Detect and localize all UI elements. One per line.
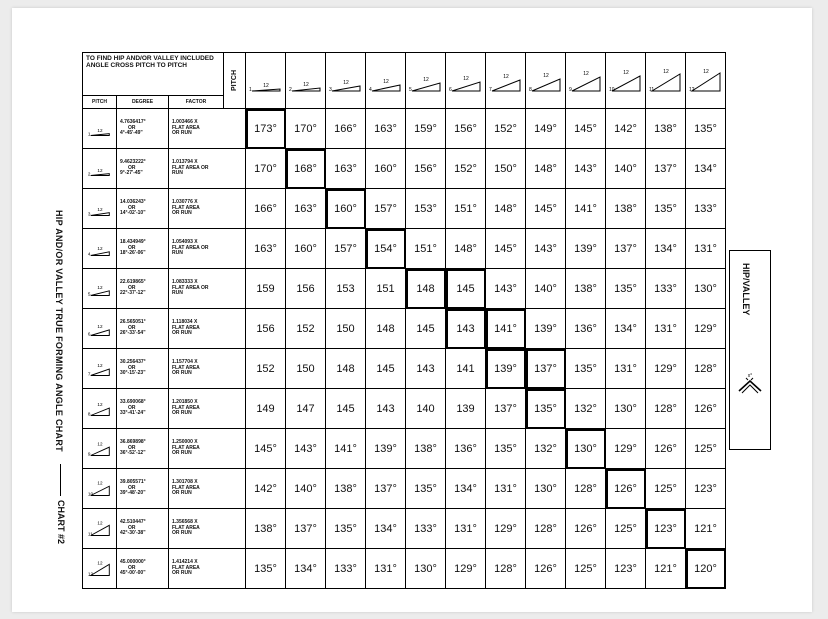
row-degree: 9.4623222° OR 9°-27'-45" xyxy=(117,149,169,189)
angle-cell: 160° xyxy=(286,229,326,269)
angle-cell: 135° xyxy=(326,509,366,549)
angle-cell: 138° xyxy=(406,429,446,469)
pitch-8-triangle-icon xyxy=(528,67,564,95)
pitch-label: 12 xyxy=(87,571,93,576)
forming-angle-table xyxy=(82,52,726,589)
rise-label: 12 xyxy=(382,78,389,85)
angle-cell: 128° xyxy=(566,469,606,509)
rise-label: 12 xyxy=(96,167,103,173)
row-degree: 42.510447° OR 42°-30'-38" xyxy=(117,509,169,549)
angle-cell: 140 xyxy=(406,389,446,429)
column-pitch-10 xyxy=(606,53,646,109)
row-degree: 36.869898° OR 36°-52'-12" xyxy=(117,429,169,469)
pitch-label: 10 xyxy=(87,491,93,496)
angle-cell: 140° xyxy=(526,269,566,309)
angle-cell: 143° xyxy=(286,429,326,469)
angle-cell: 148 xyxy=(406,269,446,309)
row-degree: 22.619865° OR 22°-37'-12" xyxy=(117,269,169,309)
pitch-label: 5 xyxy=(87,291,91,296)
table-row xyxy=(83,469,726,509)
angle-cell: 163° xyxy=(286,189,326,229)
angle-cell: 138° xyxy=(646,109,686,149)
pitch-label: 9 xyxy=(87,451,91,456)
row-pitch-4 xyxy=(83,229,117,269)
row-pitch-triangle-icon xyxy=(87,398,113,420)
pitch-label: 4 xyxy=(368,86,372,93)
row-pitch-triangle-icon xyxy=(87,518,113,540)
angle-cell: 149 xyxy=(246,389,286,429)
angle-cell: 154° xyxy=(366,229,406,269)
table-row xyxy=(83,229,726,269)
angle-cell: 129° xyxy=(686,309,726,349)
rise-label: 12 xyxy=(96,127,103,133)
angle-cell: 134° xyxy=(366,509,406,549)
subheader-pitch: PITCH xyxy=(83,96,117,109)
angle-cell: 135° xyxy=(526,389,566,429)
angle-cell: 151° xyxy=(446,189,486,229)
angle-cell: 134° xyxy=(686,149,726,189)
pitch-label: 7 xyxy=(488,86,492,93)
pitch-6-triangle-icon xyxy=(448,67,484,95)
angle-cell: 163° xyxy=(366,109,406,149)
angle-cell: 145 xyxy=(446,269,486,309)
angle-cell: 166° xyxy=(326,109,366,149)
subheader-degree: DEGREE xyxy=(117,96,169,109)
rise-label: 12 xyxy=(622,69,629,76)
pitch-1-triangle-icon xyxy=(248,67,284,95)
angle-cell: 130° xyxy=(606,389,646,429)
row-factor: 1.118034 X FLAT AREA OR RUN xyxy=(169,309,246,349)
valley-angle-icon xyxy=(736,369,764,399)
angle-cell: 135° xyxy=(486,429,526,469)
title-divider xyxy=(60,464,61,496)
angle-cell: 128° xyxy=(526,509,566,549)
angle-cell: 125° xyxy=(686,429,726,469)
rise-label: 12 xyxy=(96,206,103,212)
angle-cell: 145 xyxy=(366,349,406,389)
row-pitch-9 xyxy=(83,429,117,469)
angle-cell: 153° xyxy=(406,189,446,229)
angle-cell: 141° xyxy=(566,189,606,229)
column-pitch-8 xyxy=(526,53,566,109)
pitch-label: 3 xyxy=(328,86,332,93)
pitch-label: 3 xyxy=(87,211,91,216)
angle-cell: 135° xyxy=(686,109,726,149)
angle-cell: 123° xyxy=(646,509,686,549)
angle-cell: 142° xyxy=(606,109,646,149)
pitch-4-triangle-icon xyxy=(368,67,404,95)
pitch-2-triangle-icon xyxy=(288,67,324,95)
angle-cell: 145° xyxy=(246,429,286,469)
hip-valley-legend xyxy=(729,250,771,450)
angle-cell: 134° xyxy=(646,229,686,269)
angle-cell: 140° xyxy=(286,469,326,509)
row-factor: 1.301708 X FLAT AREA OR RUN xyxy=(169,469,246,509)
pitch-7-triangle-icon xyxy=(488,67,524,95)
row-degree: 14.036243° OR 14°-02'-10" xyxy=(117,189,169,229)
pitch-label: 8 xyxy=(87,411,91,416)
row-pitch-2 xyxy=(83,149,117,189)
rise-label: 12 xyxy=(96,362,103,368)
rise-label: 12 xyxy=(96,245,103,251)
angle-cell: 137° xyxy=(486,389,526,429)
angle-cell: 151 xyxy=(366,269,406,309)
rise-label: 12 xyxy=(542,72,549,79)
angle-cell: 152° xyxy=(486,109,526,149)
angle-cell: 123° xyxy=(686,469,726,509)
angle-cell: 160° xyxy=(326,189,366,229)
angle-cell: 156 xyxy=(246,309,286,349)
angle-cell: 157° xyxy=(366,189,406,229)
rise-label: 12 xyxy=(96,401,103,407)
pitch-label: 1 xyxy=(87,131,91,136)
rise-label: 12 xyxy=(582,70,589,77)
angle-cell: 170° xyxy=(286,109,326,149)
angle-cell: 126° xyxy=(526,549,566,589)
row-factor: 1.356568 X FLAT AREA OR RUN xyxy=(169,509,246,549)
table-row xyxy=(83,189,726,229)
angle-cell: 143° xyxy=(566,149,606,189)
rise-label: 12 xyxy=(96,323,103,329)
angle-cell: 137° xyxy=(366,469,406,509)
angle-cell: 132° xyxy=(526,429,566,469)
angle-cell: 132° xyxy=(566,389,606,429)
angle-cell: 135° xyxy=(606,269,646,309)
angle-cell: 156 xyxy=(286,269,326,309)
row-degree: 39.805571° OR 39°-48'-20" xyxy=(117,469,169,509)
angle-cell: 135° xyxy=(246,549,286,589)
angle-cell: 133° xyxy=(406,509,446,549)
column-pitch-6 xyxy=(446,53,486,109)
rise-label: 12 xyxy=(422,76,429,83)
angle-cell: 121° xyxy=(646,549,686,589)
row-degree: 18.434949° OR 18°-26'-06" xyxy=(117,229,169,269)
angle-cell: 126° xyxy=(606,469,646,509)
row-factor: 1.003466 X FLAT AREA OR RUN xyxy=(169,109,246,149)
hip-valley-label: HIP/VALLEY xyxy=(741,263,751,316)
angle-cell: 133° xyxy=(646,269,686,309)
angle-cell: 147 xyxy=(286,389,326,429)
angle-cell: 139° xyxy=(566,229,606,269)
row-pitch-triangle-icon xyxy=(87,318,113,340)
row-pitch-triangle-icon xyxy=(87,198,113,220)
column-pitch-3 xyxy=(326,53,366,109)
rise-label: 12 xyxy=(96,479,103,485)
pitch-label: 11 xyxy=(648,86,654,93)
row-pitch-7 xyxy=(83,349,117,389)
pitch-label: 1 xyxy=(248,86,252,93)
table-row xyxy=(83,269,726,309)
pitch-12-triangle-icon xyxy=(688,67,724,95)
angle-cell: 137° xyxy=(286,509,326,549)
table-row xyxy=(83,309,726,349)
column-pitch-4 xyxy=(366,53,406,109)
rise-label: 12 xyxy=(342,79,349,86)
row-pitch-triangle-icon xyxy=(87,118,113,140)
angle-cell: 129° xyxy=(486,509,526,549)
angle-cell: 130° xyxy=(406,549,446,589)
row-pitch-triangle-icon xyxy=(87,438,113,460)
angle-cell: 142° xyxy=(246,469,286,509)
row-pitch-10 xyxy=(83,469,117,509)
table-row xyxy=(83,429,726,469)
pitch-label: 2 xyxy=(288,86,292,93)
angle-cell: 139 xyxy=(446,389,486,429)
angle-cell: 156° xyxy=(406,149,446,189)
table-row xyxy=(83,549,726,589)
angle-cell: 152 xyxy=(246,349,286,389)
table-row xyxy=(83,149,726,189)
angle-cell: 173° xyxy=(246,109,286,149)
angle-cell: 145° xyxy=(566,109,606,149)
row-pitch-11 xyxy=(83,509,117,549)
angle-cell: 139° xyxy=(486,349,526,389)
angle-cell: 159° xyxy=(406,109,446,149)
row-factor: 1.250000 X FLAT AREA OR RUN xyxy=(169,429,246,469)
pitch-label: 9 xyxy=(568,86,572,93)
angle-cell: 133° xyxy=(686,189,726,229)
angle-cell: 148° xyxy=(446,229,486,269)
pitch-label: 12 xyxy=(688,86,695,93)
angle-cell: 150° xyxy=(486,149,526,189)
pitch-axis-label: PITCH xyxy=(224,53,246,109)
angle-cell: 150 xyxy=(286,349,326,389)
angle-cell: 145° xyxy=(526,189,566,229)
row-factor: 1.013794 X FLAT AREA OR RUN xyxy=(169,149,246,189)
row-factor: 1.054093 X FLAT AREA OR RUN xyxy=(169,229,246,269)
row-degree: 4.7636417° OR 4°-45'-49" xyxy=(117,109,169,149)
pitch-label: 6 xyxy=(448,86,452,93)
angle-cell: 148° xyxy=(486,189,526,229)
angle-cell: 125° xyxy=(646,469,686,509)
angle-cell: 143 xyxy=(366,389,406,429)
pitch-label: 2 xyxy=(87,171,91,176)
angle-cell: 126° xyxy=(646,429,686,469)
row-pitch-6 xyxy=(83,309,117,349)
row-pitch-1 xyxy=(83,109,117,149)
angle-cell: 152 xyxy=(286,309,326,349)
angle-cell: 131° xyxy=(686,229,726,269)
angle-cell: 143° xyxy=(526,229,566,269)
angle-cell: 131° xyxy=(446,509,486,549)
pitch-label: 4 xyxy=(87,251,91,256)
angle-cell: 128° xyxy=(646,389,686,429)
svg-text:x°: x° xyxy=(747,373,753,379)
pitch-label: 11 xyxy=(87,531,93,536)
angle-cell: 143 xyxy=(446,309,486,349)
angle-cell: 137° xyxy=(646,149,686,189)
angle-cell: 168° xyxy=(286,149,326,189)
rise-label: 12 xyxy=(96,284,103,290)
angle-cell: 138° xyxy=(246,509,286,549)
angle-cell: 138° xyxy=(326,469,366,509)
angle-cell: 129° xyxy=(646,349,686,389)
pitch-9-triangle-icon xyxy=(568,67,604,95)
angle-cell: 157° xyxy=(326,229,366,269)
row-degree: 33.690068° OR 33°-41'-24" xyxy=(117,389,169,429)
angle-cell: 136° xyxy=(446,429,486,469)
angle-cell: 140° xyxy=(606,149,646,189)
angle-cell: 135° xyxy=(646,189,686,229)
angle-cell: 163° xyxy=(326,149,366,189)
angle-cell: 145 xyxy=(406,309,446,349)
angle-cell: 134° xyxy=(286,549,326,589)
column-pitch-7 xyxy=(486,53,526,109)
row-degree: 30.256437° OR 30°-15'-23" xyxy=(117,349,169,389)
rise-label: 12 xyxy=(96,440,103,446)
angle-cell: 130° xyxy=(686,269,726,309)
table-row xyxy=(83,389,726,429)
angle-cell: 148° xyxy=(526,149,566,189)
row-factor: 1.030776 X FLAT AREA OR RUN xyxy=(169,189,246,229)
row-degree: 26.565051° OR 26°-33'-54" xyxy=(117,309,169,349)
angle-cell: 136° xyxy=(566,309,606,349)
angle-cell: 120° xyxy=(686,549,726,589)
row-pitch-triangle-icon xyxy=(87,158,113,180)
angle-cell: 130° xyxy=(566,429,606,469)
row-pitch-triangle-icon xyxy=(87,478,113,500)
angle-cell: 156° xyxy=(446,109,486,149)
row-factor: 1.201850 X FLAT AREA OR RUN xyxy=(169,389,246,429)
pitch-label: 8 xyxy=(528,86,532,93)
angle-cell: 134° xyxy=(606,309,646,349)
subheader-factor: FACTOR xyxy=(169,96,224,109)
angle-cell: 131° xyxy=(646,309,686,349)
row-factor: 1.414214 X FLAT AREA OR RUN xyxy=(169,549,246,589)
angle-cell: 123° xyxy=(606,549,646,589)
angle-cell: 131° xyxy=(606,349,646,389)
row-factor: 1.083333 X FLAT AREA OR RUN xyxy=(169,269,246,309)
rise-label: 12 xyxy=(462,75,469,82)
pitch-5-triangle-icon xyxy=(408,67,444,95)
angle-cell: 126° xyxy=(686,389,726,429)
angle-cell: 125° xyxy=(566,549,606,589)
row-pitch-triangle-icon xyxy=(87,558,113,580)
row-factor: 1.157704 X FLAT AREA OR RUN xyxy=(169,349,246,389)
angle-cell: 143° xyxy=(486,269,526,309)
angle-cell: 150 xyxy=(326,309,366,349)
angle-cell: 137° xyxy=(606,229,646,269)
angle-cell: 143 xyxy=(406,349,446,389)
angle-cell: 129° xyxy=(446,549,486,589)
rise-label: 12 xyxy=(662,68,669,75)
chart-side-title: HIP AND/OR VALLEY TRUE FORMING ANGLE CHART xyxy=(54,210,64,452)
column-pitch-11 xyxy=(646,53,686,109)
angle-cell: 131° xyxy=(366,549,406,589)
angle-cell: 170° xyxy=(246,149,286,189)
column-pitch-2 xyxy=(286,53,326,109)
angle-cell: 137° xyxy=(526,349,566,389)
angle-cell: 134° xyxy=(446,469,486,509)
angle-cell: 128° xyxy=(686,349,726,389)
angle-cell: 135° xyxy=(406,469,446,509)
angle-cell: 149° xyxy=(526,109,566,149)
angle-cell: 135° xyxy=(566,349,606,389)
pitch-label: 7 xyxy=(87,371,91,376)
angle-cell: 141 xyxy=(446,349,486,389)
angle-cell: 129° xyxy=(606,429,646,469)
angle-cell: 131° xyxy=(486,469,526,509)
pitch-11-triangle-icon xyxy=(648,67,684,95)
angle-cell: 159 xyxy=(246,269,286,309)
angle-cell: 151° xyxy=(406,229,446,269)
table-row xyxy=(83,109,726,149)
pitch-10-triangle-icon xyxy=(608,67,644,95)
column-pitch-9 xyxy=(566,53,606,109)
row-pitch-3 xyxy=(83,189,117,229)
angle-cell: 163° xyxy=(246,229,286,269)
pitch-label: 5 xyxy=(408,86,412,93)
pitch-label: 6 xyxy=(87,331,91,336)
angle-cell: 133° xyxy=(326,549,366,589)
column-pitch-5 xyxy=(406,53,446,109)
rise-label: 12 xyxy=(96,559,103,565)
row-pitch-triangle-icon xyxy=(87,278,113,300)
row-pitch-triangle-icon xyxy=(87,238,113,260)
row-pitch-8 xyxy=(83,389,117,429)
pitch-3-triangle-icon xyxy=(328,67,364,95)
angle-cell: 138° xyxy=(566,269,606,309)
angle-cell: 148 xyxy=(326,349,366,389)
rise-label: 12 xyxy=(502,73,509,80)
rise-label: 12 xyxy=(702,68,709,75)
angle-cell: 139° xyxy=(366,429,406,469)
angle-cell: 121° xyxy=(686,509,726,549)
rise-label: 12 xyxy=(302,81,309,88)
instruction-note: TO FIND HIP AND/OR VALLEY INCLUDED ANGLE CROSS PITCH TO PITCH xyxy=(83,53,224,96)
angle-cell: 166° xyxy=(246,189,286,229)
table-row xyxy=(83,349,726,389)
row-pitch-5 xyxy=(83,269,117,309)
angle-cell: 128° xyxy=(486,549,526,589)
table-row xyxy=(83,509,726,549)
angle-cell: 139° xyxy=(526,309,566,349)
angle-cell: 148 xyxy=(366,309,406,349)
angle-cell: 141° xyxy=(486,309,526,349)
rise-label: 12 xyxy=(96,519,103,525)
rise-label: 12 xyxy=(262,82,269,89)
angle-cell: 160° xyxy=(366,149,406,189)
row-degree: 45.000000° OR 45°-00'-00" xyxy=(117,549,169,589)
row-pitch-12 xyxy=(83,549,117,589)
row-pitch-triangle-icon xyxy=(87,358,113,380)
column-pitch-12 xyxy=(686,53,726,109)
angle-cell: 138° xyxy=(606,189,646,229)
angle-cell: 130° xyxy=(526,469,566,509)
angle-cell: 145 xyxy=(326,389,366,429)
angle-cell: 125° xyxy=(606,509,646,549)
angle-cell: 141° xyxy=(326,429,366,469)
angle-cell: 153 xyxy=(326,269,366,309)
column-pitch-1 xyxy=(246,53,286,109)
pitch-label: 10 xyxy=(608,86,615,93)
angle-cell: 145° xyxy=(486,229,526,269)
angle-cell: 152° xyxy=(446,149,486,189)
angle-cell: 126° xyxy=(566,509,606,549)
